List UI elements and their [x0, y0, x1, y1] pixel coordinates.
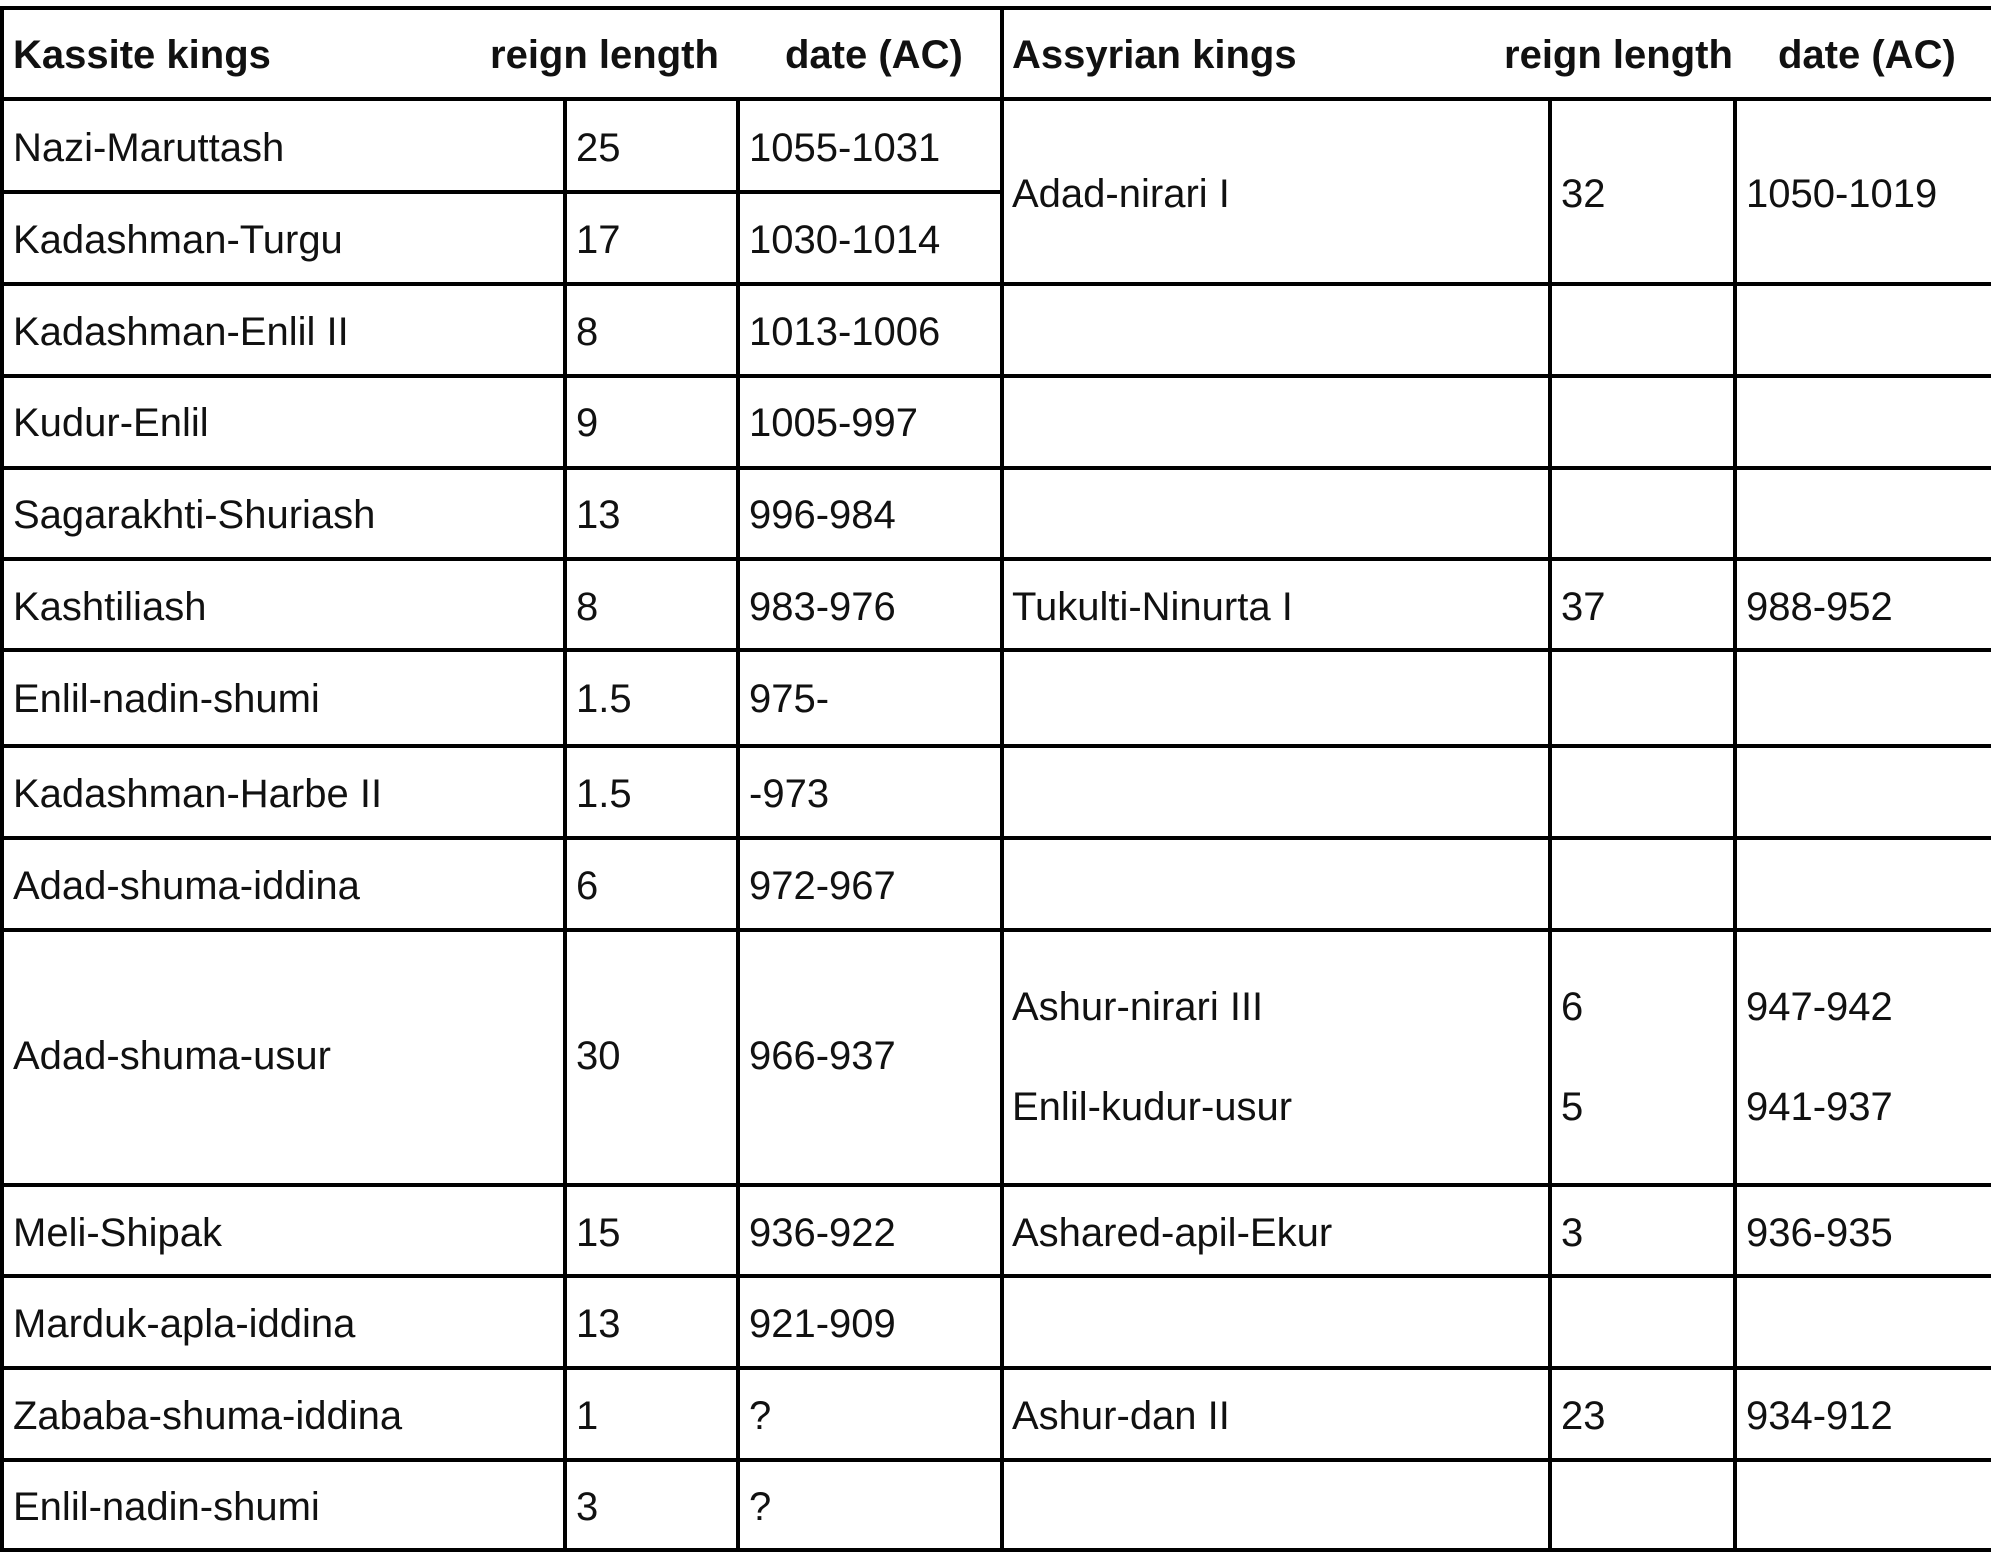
kassite-king: Kadashman-Harbe II: [13, 772, 383, 816]
assyrian-reign: 5: [1561, 1085, 1584, 1129]
kassite-king: Kadashman-Enlil II: [13, 310, 349, 354]
kassite-reign: 1.5: [576, 772, 632, 816]
kassite-king: Zababa-shuma-iddina: [13, 1394, 403, 1438]
table-border-top: [0, 6, 1991, 10]
row-divider: [0, 648, 1991, 652]
header-divider: [0, 97, 1991, 101]
kassite-reign: 9: [576, 401, 599, 445]
row-divider: [0, 1183, 1991, 1187]
kassite-reign: 8: [576, 585, 599, 629]
column-divider: [736, 97, 740, 1552]
assyrian-date: 988-952: [1746, 585, 1893, 629]
header-kassite-date: date (AC): [785, 33, 963, 77]
kassite-reign: 1.5: [576, 677, 632, 721]
kassite-date: 983-976: [749, 585, 896, 629]
row-divider: [0, 928, 1991, 932]
kassite-reign: 30: [576, 1034, 621, 1078]
kassite-reign: 8: [576, 310, 599, 354]
header-kassite-reign-length: reign length: [490, 33, 719, 77]
row-divider: [0, 282, 1991, 286]
kassite-king: Nazi-Maruttash: [13, 126, 285, 170]
kassite-reign: 13: [576, 1302, 621, 1346]
kassite-reign: 17: [576, 218, 621, 262]
kassite-date: -973: [749, 772, 830, 816]
header-kassite-kings: Kassite kings: [13, 33, 271, 77]
column-divider: [1733, 97, 1737, 1552]
kassite-date: 921-909: [749, 1302, 896, 1346]
kassite-reign: 25: [576, 126, 621, 170]
kassite-date: 972-967: [749, 864, 896, 908]
assyrian-date: 936-935: [1746, 1211, 1893, 1255]
kassite-reign: 13: [576, 493, 621, 537]
assyrian-king: Tukulti-Ninurta I: [1012, 585, 1293, 629]
row-divider: [0, 744, 1991, 748]
kassite-king: Meli-Shipak: [13, 1211, 222, 1255]
assyrian-reign: 3: [1561, 1211, 1584, 1255]
kassite-date: ?: [749, 1394, 772, 1438]
kassite-king: Adad-shuma-usur: [13, 1034, 331, 1078]
assyrian-king: Ashur-nirari III: [1012, 985, 1264, 1029]
kassite-king: Adad-shuma-iddina: [13, 864, 360, 908]
kassite-reign: 15: [576, 1211, 621, 1255]
kassite-king: Marduk-apla-iddina: [13, 1302, 356, 1346]
kassite-king: Enlil-nadin-shumi: [13, 677, 320, 721]
kassite-date: 1005-997: [749, 401, 919, 445]
assyrian-date: 1050-1019: [1746, 172, 1938, 216]
assyrian-reign: 6: [1561, 985, 1584, 1029]
assyrian-king: Ashared-apil-Ekur: [1012, 1211, 1333, 1255]
assyrian-king: Adad-nirari I: [1012, 172, 1230, 216]
kassite-reign: 6: [576, 864, 599, 908]
kassite-date: 966-937: [749, 1034, 896, 1078]
header-assyrian-reign-length: reign length: [1504, 33, 1733, 77]
kassite-king: Enlil-nadin-shumi: [13, 1485, 320, 1529]
kassite-king: Kashtiliash: [13, 585, 207, 629]
kassite-date: 1055-1031: [749, 126, 941, 170]
assyrian-reign: 32: [1561, 172, 1606, 216]
kassite-king: Kudur-Enlil: [13, 401, 209, 445]
row-divider: [0, 1366, 1991, 1370]
kassite-date: 1030-1014: [749, 218, 941, 262]
assyrian-date: 947-942: [1746, 985, 1893, 1029]
kassite-date: 1013-1006: [749, 310, 941, 354]
row-divider: [0, 1274, 1991, 1278]
row-divider: [0, 374, 1991, 378]
assyrian-date: 941-937: [1746, 1085, 1893, 1129]
kassite-king: Sagarakhti-Shuriash: [13, 493, 376, 537]
assyrian-reign: 23: [1561, 1394, 1606, 1438]
row-divider-kassite-1: [0, 190, 1002, 194]
kassite-date: 936-922: [749, 1211, 896, 1255]
section-divider: [1000, 6, 1004, 1552]
assyrian-date: 934-912: [1746, 1394, 1893, 1438]
assyrian-reign: 37: [1561, 585, 1606, 629]
row-divider: [0, 1458, 1991, 1462]
table-border-left: [0, 6, 4, 1552]
column-divider: [563, 97, 567, 1552]
row-divider: [0, 466, 1991, 470]
header-assyrian-date: date (AC): [1778, 33, 1956, 77]
kassite-date: ?: [749, 1485, 772, 1529]
kassite-reign: 1: [576, 1394, 599, 1438]
row-divider: [0, 557, 1991, 561]
assyrian-king: Enlil-kudur-usur: [1012, 1085, 1293, 1129]
kassite-reign: 3: [576, 1485, 599, 1529]
kassite-date: 975-: [749, 677, 830, 721]
kassite-king: Kadashman-Turgu: [13, 218, 343, 262]
assyrian-king: Ashur-dan II: [1012, 1394, 1230, 1438]
kassite-date: 996-984: [749, 493, 896, 537]
header-assyrian-kings: Assyrian kings: [1012, 33, 1297, 77]
column-divider: [1548, 97, 1552, 1552]
table-border-bottom: [0, 1548, 1991, 1552]
row-divider: [0, 836, 1991, 840]
